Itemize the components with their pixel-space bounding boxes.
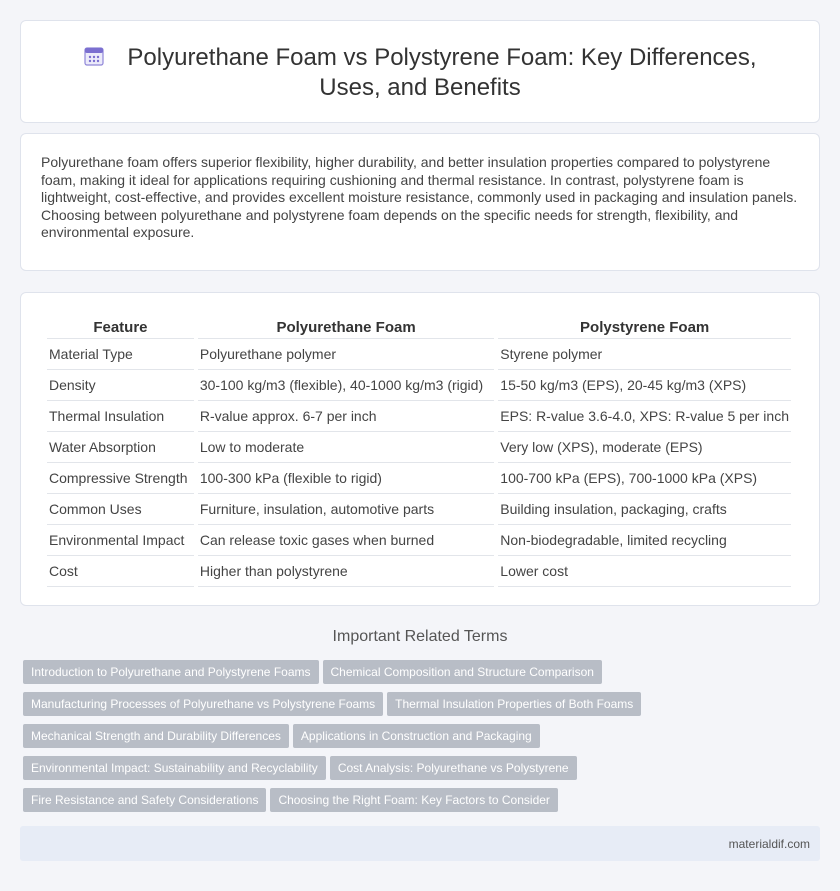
related-term-tag[interactable]: Applications in Construction and Packaging: [293, 724, 540, 748]
table-row: [47, 494, 791, 525]
comparison-table-card: [20, 292, 820, 606]
cell-polystyrene: Styrene polymer: [498, 339, 791, 370]
cell-polystyrene: Lower cost: [498, 556, 791, 587]
calendar-icon: [83, 45, 105, 67]
related-term-tag[interactable]: Environmental Impact: Sustainability and Recyclability: [23, 756, 326, 780]
cell-polyurethane: Higher than polystyrene: [198, 556, 494, 587]
related-term-tag[interactable]: Choosing the Right Foam: Key Factors to Consider: [270, 788, 557, 812]
related-term-tag[interactable]: Cost Analysis: Polyurethane vs Polystyrene: [330, 756, 577, 780]
cell-polyurethane: 100-300 kPa (flexible to rigid): [198, 463, 494, 494]
cell-polystyrene: EPS: R-value 3.6-4.0, XPS: R-value 5 per inch: [498, 401, 791, 432]
related-term-tag[interactable]: Chemical Composition and Structure Comparison: [323, 660, 602, 684]
cell-feature: Water Absorption: [47, 432, 194, 463]
table-row: [47, 432, 791, 463]
table-row: [47, 401, 791, 432]
cell-polyurethane: R-value approx. 6-7 per inch: [198, 401, 494, 432]
cell-polyurethane: Furniture, insulation, automotive parts: [198, 494, 494, 525]
related-terms-row: [23, 756, 823, 780]
header-card: [20, 20, 820, 123]
table-row: [47, 463, 791, 494]
table-header-row: [47, 315, 791, 339]
related-term-tag[interactable]: Manufacturing Processes of Polyurethane vs Polystyrene Foams: [23, 692, 383, 716]
footer-site[interactable]: materialdif.com: [728, 837, 810, 851]
cell-polystyrene: 100-700 kPa (EPS), 700-1000 kPa (XPS): [498, 463, 791, 494]
cell-feature: Compressive Strength: [47, 463, 194, 494]
table-row: [47, 556, 791, 587]
intro-paragraph: Polyurethane foam offers superior flexibility, higher durability, and better insulation properties compared to polystyrene foam, making it ideal for applications requiring cushioning and thermal resistance. In contrast, polystyrene foam is lightweight, cost-effective, and provides excellent moisture resistance, commonly used in packaging and insulation panels. Choosing between polyurethane and polystyrene foam depends on the specific needs for strength, flexibility, and environmental exposure.: [41, 154, 798, 241]
related-term-tag[interactable]: Thermal Insulation Properties of Both Foams: [387, 692, 641, 716]
cell-polyurethane: Low to moderate: [198, 432, 494, 463]
intro-card: [20, 133, 820, 271]
cell-polystyrene: Very low (XPS), moderate (EPS): [498, 432, 791, 463]
cell-feature: Material Type: [47, 339, 194, 370]
cell-feature: Thermal Insulation: [47, 401, 194, 432]
cell-feature: Cost: [47, 556, 194, 587]
related-term-tag[interactable]: Introduction to Polyurethane and Polystyrene Foams: [23, 660, 319, 684]
cell-feature: Common Uses: [47, 494, 194, 525]
table-row: [47, 525, 791, 556]
cell-feature: Density: [47, 370, 194, 401]
cell-polystyrene: 15-50 kg/m3 (EPS), 20-45 kg/m3 (XPS): [498, 370, 791, 401]
cell-polystyrene: Non-biodegradable, limited recycling: [498, 525, 791, 556]
table-row: [47, 370, 791, 401]
footer: [20, 826, 820, 861]
header-feature: Feature: [47, 315, 194, 339]
related-term-tag[interactable]: Mechanical Strength and Durability Differences: [23, 724, 289, 748]
related-terms-row: [23, 692, 823, 716]
header-polystyrene: Polystyrene Foam: [498, 315, 791, 339]
related-terms-title: Important Related Terms: [332, 628, 508, 645]
cell-feature: Environmental Impact: [47, 525, 194, 556]
related-terms-row: [23, 724, 823, 748]
related-terms-row: [23, 788, 823, 812]
page-title: Polyurethane Foam vs Polystyrene Foam: Key Differences, Uses, and Benefits: [127, 44, 757, 101]
related-terms-row: [23, 660, 823, 684]
table-row: [47, 339, 791, 370]
cell-polyurethane: 30-100 kg/m3 (flexible), 40-1000 kg/m3 (rigid): [198, 370, 494, 401]
cell-polyurethane: Can release toxic gases when burned: [198, 525, 494, 556]
related-term-tag[interactable]: Fire Resistance and Safety Considerations: [23, 788, 266, 812]
cell-polystyrene: Building insulation, packaging, crafts: [498, 494, 791, 525]
header-polyurethane: Polyurethane Foam: [198, 315, 494, 339]
comparison-table: [43, 315, 795, 587]
page-title-wrap: [51, 43, 789, 103]
cell-polyurethane: Polyurethane polymer: [198, 339, 494, 370]
